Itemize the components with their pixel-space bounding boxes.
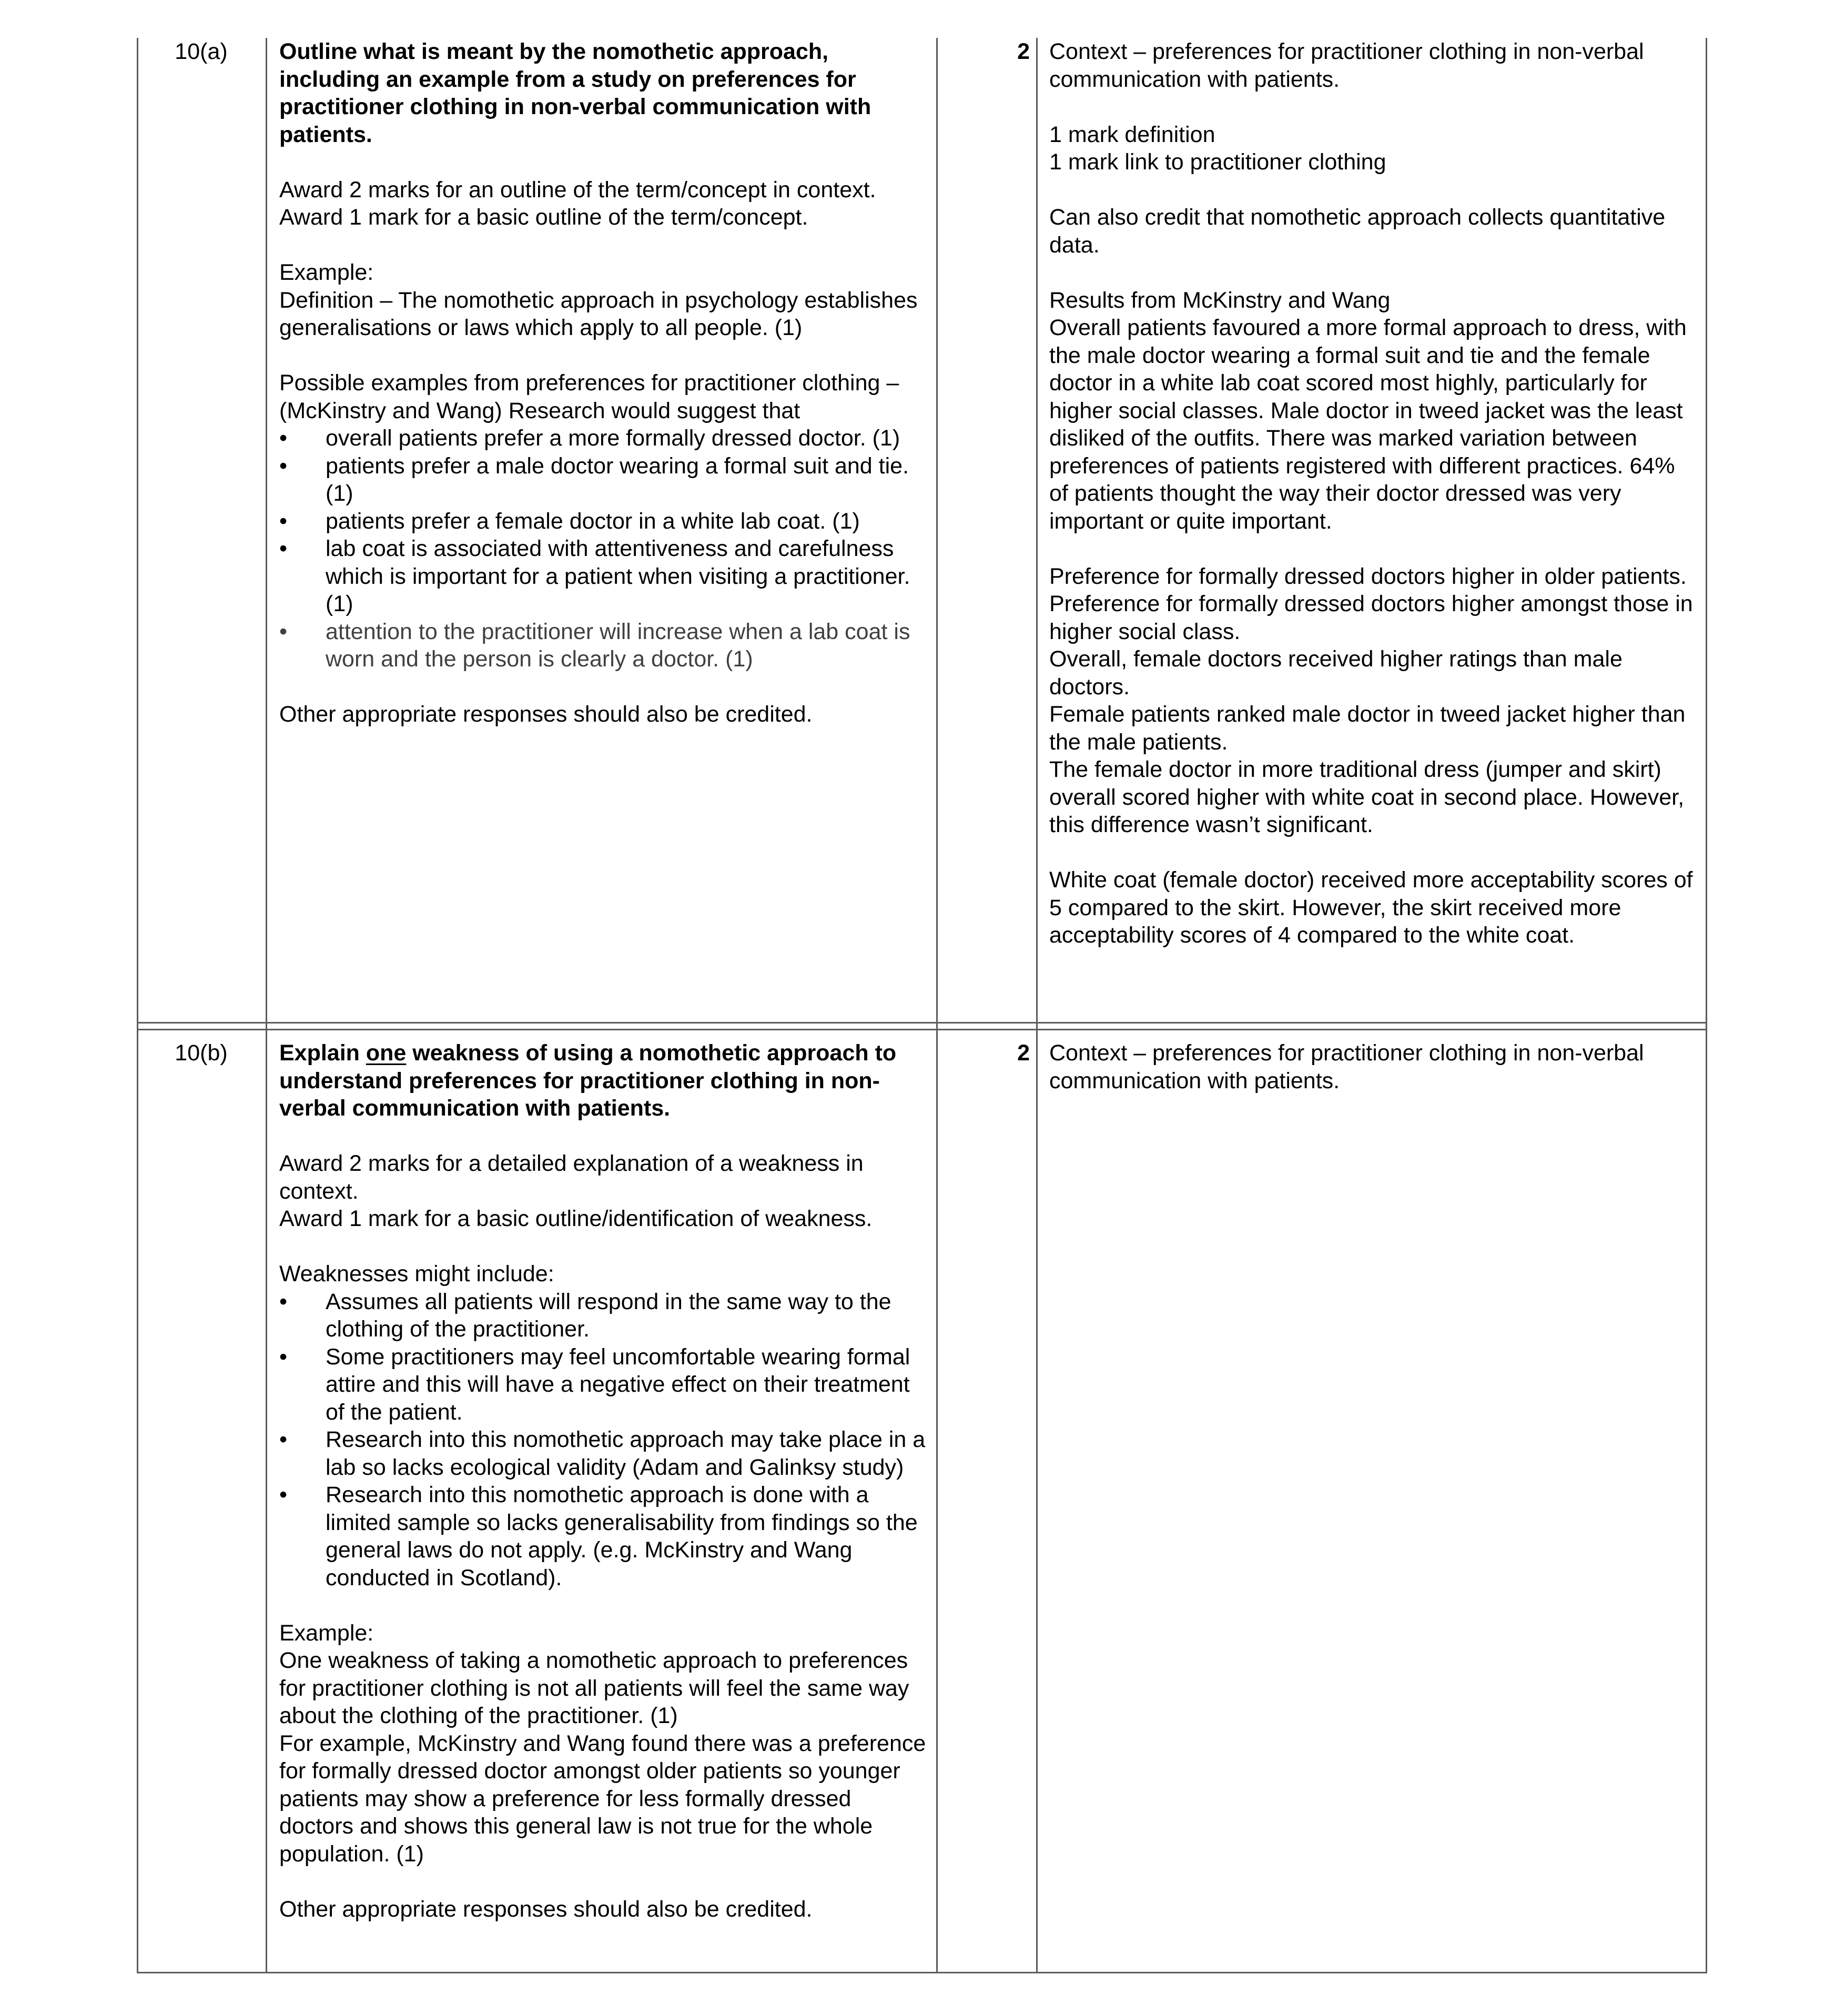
award-line: Award 2 marks for an outline of the term/concept in context. (279, 177, 876, 202)
marks-value: 2 (1017, 1040, 1030, 1066)
row-divider-bottom (137, 1029, 1707, 1030)
credit-note: Can also credit that nomothetic approach collects quantitative data. (1049, 205, 1666, 258)
award-line: Award 1 mark for a basic outline of the term/concept. (279, 205, 808, 230)
question-text-end: weakness of using a nomothetic approach to understand preferences for practitioner clothing in non-verbal communication with patients. (279, 1040, 897, 1121)
list-item: • patients prefer a male doctor wearing a formal suit and tie. (1) (279, 452, 929, 508)
examples-intro: Possible examples from preferences for practitioner clothing – (McKinstry and Wang) Research would suggest that (279, 370, 899, 423)
weaknesses-heading: Weaknesses might include: (279, 1261, 554, 1286)
example-heading: Example: (279, 1620, 374, 1646)
example-heading: Example: (279, 260, 374, 285)
list-item: • Research into this nomothetic approach is done with a limited sample so lacks generalisability from findings so the general laws do not apply. (e.g. McKinstry and Wang conducted in Scotland). (279, 1481, 929, 1592)
other-responses-note: Other appropriate responses should also be credited. (279, 702, 813, 727)
list-item: • lab coat is associated with attentiveness and carefulness which is important for a patient when visiting a practitioner. (1) (279, 535, 929, 618)
question-text-start: Explain (279, 1040, 366, 1066)
results-heading: Results from McKinstry and Wang (1049, 287, 1391, 313)
column-divider-3 (1036, 38, 1038, 1973)
examples-list (279, 424, 929, 673)
finding-line: Overall, female doctors received higher ratings than male doctors. (1049, 646, 1623, 700)
question-text (279, 1039, 929, 1122)
question-number: 10(a) (175, 39, 228, 64)
table-border-bottom (137, 1972, 1707, 1973)
list-item: • attention to the practitioner will increase when a lab coat is worn and the person is clearly a doctor. (1) (279, 618, 929, 673)
list-item: • overall patients prefer a more formally dressed doctor. (1) (279, 424, 929, 452)
finding-line: The female doctor in more traditional dress (jumper and skirt) overall scored higher with white coat in second place. However, this difference wasn’t significant. (1049, 757, 1685, 837)
award-line: Award 1 mark for a basic outline/identification of weakness. (279, 1206, 873, 1231)
list-item: • patients prefer a female doctor in a white lab coat. (1) (279, 508, 929, 535)
list-item: • Assumes all patients will respond in the same way to the clothing of the practitioner. (279, 1288, 929, 1343)
context-text: Context – preferences for practitioner clothing in non-verbal communication with patients. (1049, 39, 1644, 92)
question-cell-10a (279, 38, 929, 728)
marks-value: 2 (1017, 39, 1030, 64)
other-responses-note: Other appropriate responses should also be credited. (279, 1896, 813, 1922)
guidance-cell-10b (1049, 1039, 1699, 1095)
definition-text: Definition – The nomothetic approach in psychology establishes generalisations or laws which apply to all people. (1) (279, 287, 918, 340)
mark-scheme-table (137, 38, 1707, 1973)
question-cell-10b (279, 1039, 929, 1923)
finding-line: Female patients ranked male doctor in tweed jacket higher than the male patients. (1049, 702, 1686, 755)
question-emphasis: one (366, 1040, 407, 1066)
question-number: 10(b) (175, 1040, 228, 1066)
example-text: For example, McKinstry and Wang found there was a preference for formally dressed doctor amongst older patients so younger patients may show a preference for less formally dressed doctors and shows this general law is not true for the whole population. (1) (279, 1730, 926, 1867)
example-text: One weakness of taking a nomothetic approach to preferences for practitioner clothing is not all patients will feel the same way about the clothing of the practitioner. (1) (279, 1648, 909, 1728)
finding-line: Preference for formally dressed doctors higher in older patients. (1049, 563, 1687, 589)
column-divider-2 (936, 38, 938, 1973)
results-text: Overall patients favoured a more formal approach to dress, with the male doctor wearing a formal suit and tie and the female doctor in a white lab coat scored most highly, particularly for higher social classes. Male doctor in tweed jacket was the least disliked of the outfits. There was marked variation between preferences of patients registered with different practices. 64% of patients thought the way their doctor dressed was very important or quite important. (1049, 315, 1687, 534)
mark-scheme-line: 1 mark definition (1049, 121, 1215, 147)
finding-line: Preference for formally dressed doctors higher amongst those in higher social class. (1049, 591, 1693, 644)
column-divider-1 (266, 38, 267, 1973)
table-border-left (137, 38, 138, 1973)
white-coat-note: White coat (female doctor) received more acceptability scores of 5 compared to the skirt. However, the skirt received more acceptability scores of 4 compared to the white coat. (1049, 867, 1693, 948)
table-border-right (1706, 38, 1707, 1973)
list-item: • Research into this nomothetic approach may take place in a lab so lacks ecological validity (Adam and Galinksy study) (279, 1426, 929, 1481)
mark-scheme-line: 1 mark link to practitioner clothing (1049, 149, 1386, 175)
list-item: • Some practitioners may feel uncomfortable wearing formal attire and this will have a negative effect on their treatment of the patient. (279, 1343, 929, 1426)
row-divider-top (137, 1022, 1707, 1024)
award-line: Award 2 marks for a detailed explanation of a weakness in context. (279, 1151, 864, 1204)
context-text: Context – preferences for practitioner clothing in non-verbal communication with patients. (1049, 1040, 1644, 1093)
question-text: Outline what is meant by the nomothetic approach, including an example from a study on preferences for practitioner clothing in non-verbal communication with patients. (279, 39, 871, 147)
guidance-cell-10a (1049, 38, 1699, 949)
weaknesses-list (279, 1288, 929, 1592)
